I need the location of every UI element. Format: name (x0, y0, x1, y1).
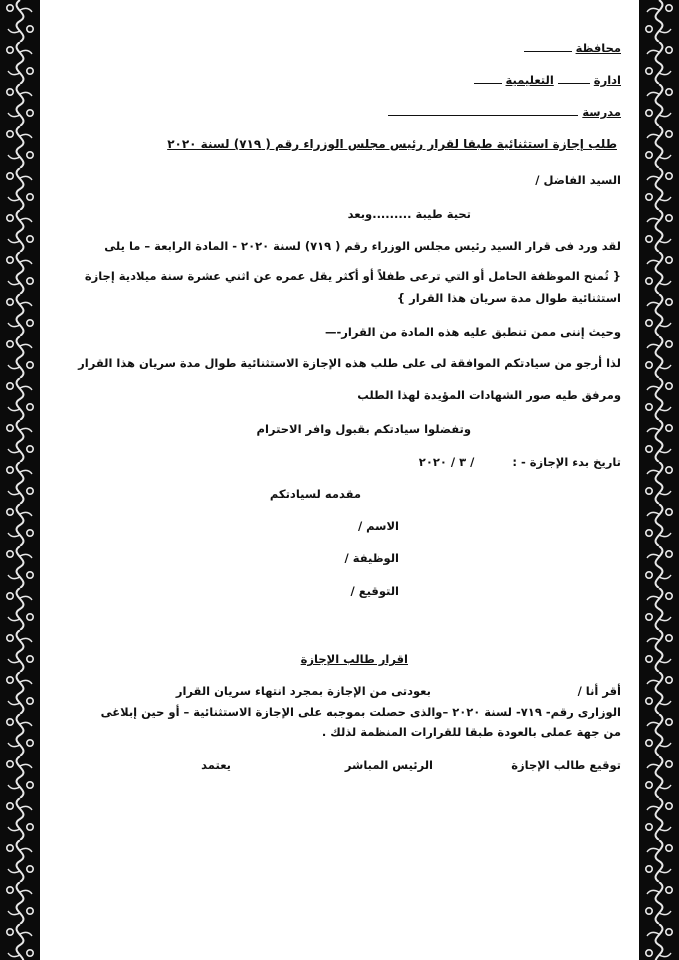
start-date-label: تاريخ بدء الإجازة - : (512, 455, 621, 469)
job-field-label: الوظيفة / (344, 551, 399, 565)
name-field-label: الاسم / (357, 519, 399, 533)
approved-label: يعتمد (201, 758, 231, 772)
document-content (58, 0, 621, 960)
vine-pattern-right (639, 0, 679, 960)
quote-line-1: { تُمنح الموظفة الحامل أو التي ترعى طفلاً أو أكثر يقل عمره عن اثني عشرة سنة ميلادية إجازة (84, 269, 621, 283)
governorate-line (524, 40, 621, 56)
body-paragraph-3: لذا أرجو من سيادتكم الموافقة لى على طلب هذه الإجازة الاستثنائية طوال مدة سريان هذا القرار (78, 356, 621, 370)
governorate-blank (524, 40, 572, 52)
school-label: مدرسة (582, 105, 621, 119)
administration-name: التعليمية (505, 73, 554, 87)
body-paragraph-1: لقد ورد فى قرار السيد رئيس مجلس الوزراء رقم ( ٧١٩) لسنة ٢٠٢٠ - المادة الرابعة – ما يلى (104, 239, 621, 253)
administration-line (474, 72, 621, 88)
administration-blank (558, 72, 590, 84)
sign-field-label: التوقيع / (350, 584, 399, 598)
closing: وتفضلوا سيادتكم بقبول وافر الاحترام (256, 422, 471, 436)
administration-label: ادارة (593, 73, 621, 87)
greeting: تحية طيبة .........وبعد (347, 207, 471, 221)
administration-blank-2 (474, 72, 502, 84)
declaration-title: اقرار طالب الإجازة (300, 652, 408, 666)
decorative-border-right (639, 0, 679, 960)
declaration-line-1-end: بعودتى من الإجازة بمجرد انتهاء سريان القرار (175, 684, 431, 698)
declaration-line-1-start: أقر أنا / (577, 684, 621, 698)
presented-to: مقدمه لسيادتكم (269, 487, 361, 501)
page-title: طلب إجازة استثنائية طبقا لقرار رئيس مجلس الوزراء رقم ( ٧١٩) لسنة ٢٠٢٠ (167, 137, 617, 151)
declaration-line-3: من جهة عملى بالعودة طبقا للقرارات المنظمة لذلك . (321, 725, 621, 739)
start-date-line (419, 454, 621, 470)
start-date-value: / ٣ / ٢٠٢٠ (418, 455, 475, 469)
salutation: السيد الفاضل / (535, 173, 621, 187)
body-paragraph-4: ومرفق طيه صور الشهادات المؤيدة لهذا الطلب (357, 388, 621, 402)
quote-line-2: استثنائية طوال مدة سريان هذا القرار } (396, 291, 621, 305)
declaration-line-2: الوزارى رقم- ٧١٩- لسنة ٢٠٢٠ –والذى حصلت بموجبه على الإجازة الاستثنائية – أو حين إبلاغى (100, 705, 621, 719)
direct-manager-label: الرئيس المباشر (344, 758, 433, 772)
decorative-border-left (0, 0, 40, 960)
school-blank (388, 104, 578, 116)
body-paragraph-2: وحيث إننى ممن تنطبق عليه هذه المادة من القرار-— (325, 325, 621, 339)
governorate-label: محافظة (575, 41, 621, 55)
school-line (388, 104, 621, 120)
applicant-signature-label: توقيع طالب الإجازة (511, 758, 621, 772)
vine-pattern-left (0, 0, 40, 960)
